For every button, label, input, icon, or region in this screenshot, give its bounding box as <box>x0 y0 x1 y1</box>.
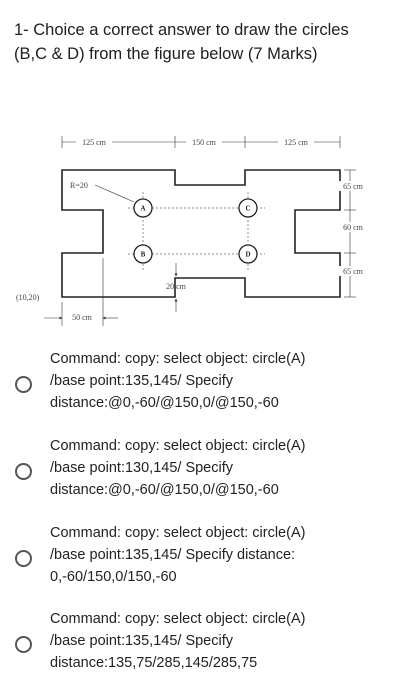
option-3-line-3: 0,-60/150,0/150,-60 <box>50 569 177 585</box>
option-4-line-1: Command: copy: select object: circle(A) <box>50 611 306 627</box>
radio-button-3[interactable] <box>15 550 32 567</box>
circle-d <box>239 245 257 263</box>
svg-text:A: A <box>140 204 146 213</box>
dim-bottom: 50 cm <box>72 313 92 322</box>
option-1-line-1: Command: copy: select object: circle(A) <box>50 351 306 367</box>
dim-inner: 20 cm <box>166 282 186 291</box>
drawing-svg <box>0 130 399 340</box>
option-2-line-3: distance:@0,-60/@150,0/@150,-60 <box>50 482 279 498</box>
svg-text:C: C <box>245 204 251 213</box>
circle-a <box>134 199 152 217</box>
dim-top-middle: 150 cm <box>192 138 216 147</box>
dim-top-left: 125 cm <box>82 138 106 147</box>
dim-right-top: 65 cm <box>343 182 363 191</box>
svg-text:B: B <box>140 250 146 259</box>
option-1-line-2: /base point:135,145/ Specify <box>50 373 233 389</box>
radius-label: R=20 <box>70 181 88 190</box>
circle-c <box>239 199 257 217</box>
dim-right-bottom: 65 cm <box>343 267 363 276</box>
dim-right-middle: 60 cm <box>343 223 363 232</box>
radio-button-2[interactable] <box>15 463 32 480</box>
question-text: 1- Choice a correct answer to draw the circles (B,C & D) from the figure below (7 Marks) <box>14 21 349 63</box>
option-4-line-2: /base point:135,145/ Specify <box>50 633 233 649</box>
radio-button-4[interactable] <box>15 636 32 653</box>
option-4-line-3: distance:135,75/285,145/285,75 <box>50 655 258 671</box>
technical-drawing <box>0 130 399 340</box>
radio-button-1[interactable] <box>15 376 32 393</box>
circle-b <box>134 245 152 263</box>
option-3-line-1: Command: copy: select object: circle(A) <box>50 525 306 541</box>
svg-text:D: D <box>245 250 251 259</box>
option-2-line-1: Command: copy: select object: circle(A) <box>50 438 306 454</box>
option-1-line-3: distance:@0,-60/@150,0/@150,-60 <box>50 395 279 411</box>
dim-top-right: 125 cm <box>284 138 308 147</box>
origin-label: (10,20) <box>16 293 40 302</box>
option-3-line-2: /base point:135,145/ Specify distance: <box>50 547 296 563</box>
option-2-line-2: /base point:130,145/ Specify <box>50 460 233 476</box>
